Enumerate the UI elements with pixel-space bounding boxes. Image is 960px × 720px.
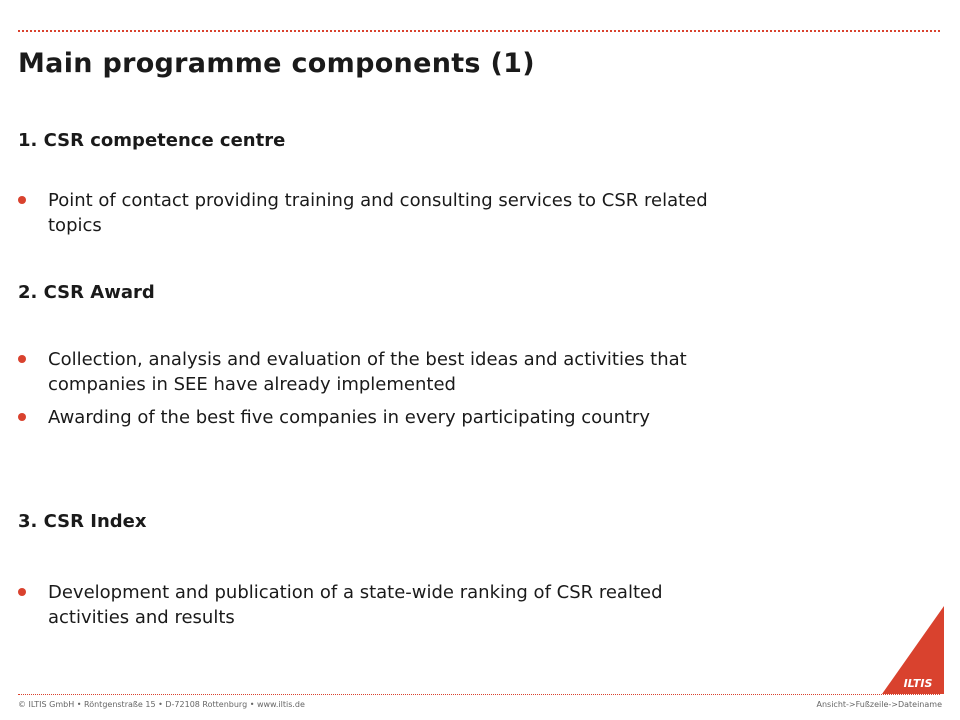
bullet-item: [18, 405, 718, 430]
bullet-dot-icon: [18, 588, 26, 596]
iltis-logo: [878, 606, 944, 694]
bullet-item: [18, 580, 718, 630]
top-dotted-rule: [18, 30, 940, 32]
section-heading-competence-centre: 1. CSR competence centre: [18, 130, 286, 151]
section-heading-award: 2. CSR Award: [18, 282, 155, 303]
footer-dotted-rule: [18, 694, 940, 695]
slide-title: Main programme components (1): [18, 48, 535, 79]
bullet-item: [18, 188, 718, 238]
bullet-text: Point of contact providing training and consulting services to CSR related topics: [48, 190, 708, 236]
bullet-item: [18, 347, 718, 397]
bullet-dot-icon: [18, 355, 26, 363]
section-heading-index: 3. CSR Index: [18, 511, 147, 532]
footer-filename: Ansicht->Fußzeile->Dateiname: [816, 700, 942, 709]
bullet-text: Development and publication of a state-wide ranking of CSR realted activities and results: [48, 582, 663, 628]
logo-text: ILTIS: [903, 677, 933, 690]
bullet-text: Awarding of the best five companies in every participating country: [48, 407, 651, 428]
bullet-dot-icon: [18, 413, 26, 421]
footer-address: © ILTIS GmbH • Röntgenstraße 15 • D-72108 Rottenburg • www.iltis.de: [18, 700, 305, 709]
bullet-dot-icon: [18, 196, 26, 204]
bullet-text: Collection, analysis and evaluation of the best ideas and activities that companies in SEE have already implemented: [48, 349, 687, 395]
